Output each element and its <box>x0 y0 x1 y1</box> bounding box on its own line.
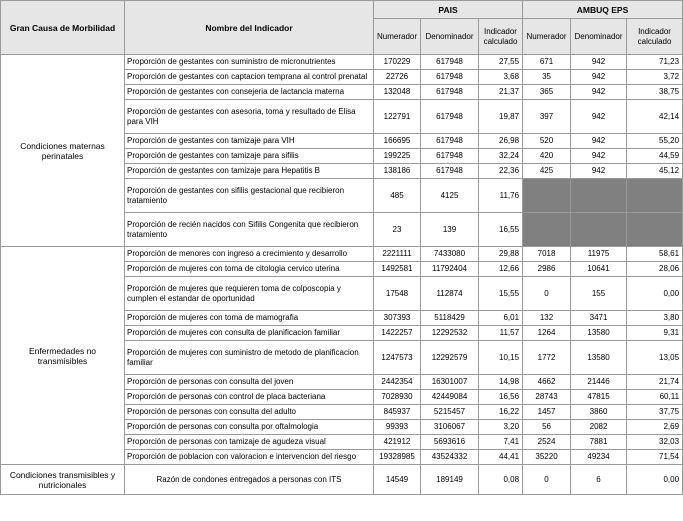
ambuq-numerador-cell: 35 <box>523 70 571 85</box>
ambuq-numerador-cell: 1457 <box>523 405 571 420</box>
ambuq-numerador-cell: 671 <box>523 55 571 70</box>
ambuq-denominador-cell: 6 <box>571 465 627 495</box>
ambuq-denominador-cell: 942 <box>571 164 627 179</box>
pais-calculado-cell: 7,41 <box>479 435 523 450</box>
pais-denominador-cell: 617948 <box>421 164 479 179</box>
pais-denominador-cell: 617948 <box>421 134 479 149</box>
pais-denominador-cell: 617948 <box>421 55 479 70</box>
pais-denominador-cell: 12292579 <box>421 341 479 375</box>
indicator-name-cell: Proporción de mujeres con suministro de metodo de planificacion familiar <box>125 341 374 375</box>
ambuq-calculado-cell <box>627 213 683 247</box>
indicator-name-cell: Proporción de poblacion con valoracion e intervencion del riesgo <box>125 450 374 465</box>
pais-calculado-cell: 11,57 <box>479 326 523 341</box>
pais-numerador-cell: 845937 <box>374 405 421 420</box>
pais-calculado-cell: 32,24 <box>479 149 523 164</box>
ambuq-denominador-cell: 49234 <box>571 450 627 465</box>
header-ambuq-numerador: Numerador <box>523 19 571 55</box>
pais-calculado-cell: 12,66 <box>479 262 523 277</box>
pais-denominador-cell: 12292532 <box>421 326 479 341</box>
pais-numerador-cell: 307393 <box>374 311 421 326</box>
pais-calculado-cell: 11,76 <box>479 179 523 213</box>
ambuq-denominador-cell: 155 <box>571 277 627 311</box>
ambuq-numerador-cell <box>523 213 571 247</box>
pais-numerador-cell: 14549 <box>374 465 421 495</box>
ambuq-numerador-cell <box>523 179 571 213</box>
header-pais: PAIS <box>374 1 523 19</box>
pais-numerador-cell: 1492581 <box>374 262 421 277</box>
header-ambuq-denominador: Denominador <box>571 19 627 55</box>
ambuq-numerador-cell: 0 <box>523 277 571 311</box>
ambuq-denominador-cell: 7881 <box>571 435 627 450</box>
ambuq-calculado-cell: 71,23 <box>627 55 683 70</box>
indicator-name-cell: Proporción de personas con tamizaje de agudeza visual <box>125 435 374 450</box>
ambuq-numerador-cell: 56 <box>523 420 571 435</box>
pais-denominador-cell: 617948 <box>421 85 479 100</box>
indicator-name-cell: Proporción de gestantes con captacion temprana al control prenatal <box>125 70 374 85</box>
ambuq-calculado-cell: 3,80 <box>627 311 683 326</box>
ambuq-numerador-cell: 425 <box>523 164 571 179</box>
pais-calculado-cell: 19,87 <box>479 100 523 134</box>
pais-calculado-cell: 16,55 <box>479 213 523 247</box>
cause-cell: Condiciones transmisibles y nutricionales <box>1 465 125 495</box>
pais-denominador-cell: 139 <box>421 213 479 247</box>
pais-denominador-cell: 5693616 <box>421 435 479 450</box>
ambuq-calculado-cell: 37,75 <box>627 405 683 420</box>
ambuq-numerador-cell: 28743 <box>523 390 571 405</box>
table-row <box>1 55 683 70</box>
pais-numerador-cell: 132048 <box>374 85 421 100</box>
header-ambuq: AMBUQ EPS <box>523 1 683 19</box>
indicator-name-cell: Proporción de gestantes con tamizaje para VIH <box>125 134 374 149</box>
pais-numerador-cell: 485 <box>374 179 421 213</box>
pais-calculado-cell: 14,98 <box>479 375 523 390</box>
ambuq-calculado-cell: 3,72 <box>627 70 683 85</box>
ambuq-numerador-cell: 2986 <box>523 262 571 277</box>
pais-numerador-cell: 199225 <box>374 149 421 164</box>
pais-calculado-cell: 16,56 <box>479 390 523 405</box>
ambuq-calculado-cell: 45,12 <box>627 164 683 179</box>
pais-denominador-cell: 4125 <box>421 179 479 213</box>
ambuq-denominador-cell: 21446 <box>571 375 627 390</box>
pais-numerador-cell: 1422257 <box>374 326 421 341</box>
indicator-name-cell: Proporción de gestantes con tamizaje para Hepatitis B <box>125 164 374 179</box>
ambuq-numerador-cell: 397 <box>523 100 571 134</box>
indicator-name-cell: Proporción de gestantes con consejeria de lactancia materna <box>125 85 374 100</box>
pais-calculado-cell: 15,55 <box>479 277 523 311</box>
ambuq-numerador-cell: 520 <box>523 134 571 149</box>
header-cause: Gran Causa de Morbilidad <box>1 1 125 55</box>
header-pais-denominador: Denominador <box>421 19 479 55</box>
ambuq-calculado-cell: 38,75 <box>627 85 683 100</box>
pais-denominador-cell: 3106067 <box>421 420 479 435</box>
table-body <box>1 55 683 495</box>
ambuq-denominador-cell: 13580 <box>571 341 627 375</box>
indicator-name-cell: Proporción de menores con ingreso a crecimiento y desarrollo <box>125 247 374 262</box>
cause-cell: Enfermedades no transmisibles <box>1 247 125 465</box>
header-ambuq-calculado: Indicador calculado <box>627 19 683 55</box>
header-pais-calculado: Indicador calculado <box>479 19 523 55</box>
ambuq-numerador-cell: 35220 <box>523 450 571 465</box>
ambuq-denominador-cell: 47815 <box>571 390 627 405</box>
pais-calculado-cell: 0,08 <box>479 465 523 495</box>
ambuq-calculado-cell: 9,31 <box>627 326 683 341</box>
pais-numerador-cell: 7028930 <box>374 390 421 405</box>
ambuq-calculado-cell: 55,20 <box>627 134 683 149</box>
table-row <box>1 465 683 495</box>
ambuq-calculado-cell: 2,69 <box>627 420 683 435</box>
ambuq-numerador-cell: 4662 <box>523 375 571 390</box>
ambuq-numerador-cell: 365 <box>523 85 571 100</box>
pais-denominador-cell: 11792404 <box>421 262 479 277</box>
header-indicator: Nombre del Indicador <box>125 1 374 55</box>
pais-numerador-cell: 19328985 <box>374 450 421 465</box>
pais-denominador-cell: 5215457 <box>421 405 479 420</box>
pais-numerador-cell: 170229 <box>374 55 421 70</box>
ambuq-numerador-cell: 132 <box>523 311 571 326</box>
ambuq-calculado-cell: 0,00 <box>627 465 683 495</box>
pais-numerador-cell: 17548 <box>374 277 421 311</box>
ambuq-calculado-cell: 71,54 <box>627 450 683 465</box>
pais-calculado-cell: 3,68 <box>479 70 523 85</box>
pais-denominador-cell: 16301007 <box>421 375 479 390</box>
ambuq-calculado-cell: 44,59 <box>627 149 683 164</box>
ambuq-calculado-cell: 32,03 <box>627 435 683 450</box>
pais-denominador-cell: 112874 <box>421 277 479 311</box>
table-row <box>1 247 683 262</box>
ambuq-calculado-cell: 28,06 <box>627 262 683 277</box>
ambuq-numerador-cell: 1264 <box>523 326 571 341</box>
pais-calculado-cell: 16,22 <box>479 405 523 420</box>
pais-denominador-cell: 189149 <box>421 465 479 495</box>
ambuq-calculado-cell: 42,14 <box>627 100 683 134</box>
pais-calculado-cell: 6,01 <box>479 311 523 326</box>
ambuq-calculado-cell: 58,61 <box>627 247 683 262</box>
pais-numerador-cell: 166695 <box>374 134 421 149</box>
pais-calculado-cell: 3,20 <box>479 420 523 435</box>
pais-calculado-cell: 27,55 <box>479 55 523 70</box>
ambuq-denominador-cell <box>571 179 627 213</box>
indicator-name-cell: Razón de condones entregados a personas con ITS <box>125 465 374 495</box>
ambuq-denominador-cell: 942 <box>571 100 627 134</box>
pais-denominador-cell: 5118429 <box>421 311 479 326</box>
pais-denominador-cell: 7433080 <box>421 247 479 262</box>
ambuq-denominador-cell: 942 <box>571 85 627 100</box>
indicator-name-cell: Proporción de mujeres con toma de citologia cervico uterina <box>125 262 374 277</box>
ambuq-denominador-cell: 942 <box>571 149 627 164</box>
pais-calculado-cell: 21,37 <box>479 85 523 100</box>
pais-calculado-cell: 26,98 <box>479 134 523 149</box>
ambuq-calculado-cell: 60,11 <box>627 390 683 405</box>
ambuq-numerador-cell: 2524 <box>523 435 571 450</box>
pais-numerador-cell: 2221111 <box>374 247 421 262</box>
ambuq-numerador-cell: 7018 <box>523 247 571 262</box>
ambuq-denominador-cell: 13580 <box>571 326 627 341</box>
ambuq-denominador-cell: 2082 <box>571 420 627 435</box>
pais-numerador-cell: 22726 <box>374 70 421 85</box>
ambuq-denominador-cell: 942 <box>571 134 627 149</box>
pais-denominador-cell: 617948 <box>421 100 479 134</box>
ambuq-denominador-cell <box>571 213 627 247</box>
indicator-name-cell: Proporción de personas con consulta del joven <box>125 375 374 390</box>
pais-calculado-cell: 44,41 <box>479 450 523 465</box>
indicator-name-cell: Proporción de gestantes con asesoria, toma y resultado de Elisa para VIH <box>125 100 374 134</box>
ambuq-denominador-cell: 942 <box>571 55 627 70</box>
indicator-name-cell: Proporción de personas con consulta por oftalmologia <box>125 420 374 435</box>
ambuq-denominador-cell: 10641 <box>571 262 627 277</box>
ambuq-calculado-cell: 21,74 <box>627 375 683 390</box>
pais-numerador-cell: 99393 <box>374 420 421 435</box>
indicator-name-cell: Proporción de mujeres con consulta de planificacion familiar <box>125 326 374 341</box>
ambuq-calculado-cell: 13,05 <box>627 341 683 375</box>
ambuq-numerador-cell: 0 <box>523 465 571 495</box>
pais-numerador-cell: 23 <box>374 213 421 247</box>
pais-calculado-cell: 22,36 <box>479 164 523 179</box>
ambuq-calculado-cell <box>627 179 683 213</box>
pais-numerador-cell: 1247573 <box>374 341 421 375</box>
ambuq-numerador-cell: 1772 <box>523 341 571 375</box>
header-pais-numerador: Numerador <box>374 19 421 55</box>
ambuq-denominador-cell: 11975 <box>571 247 627 262</box>
indicator-name-cell: Proporción de mujeres con toma de mamografia <box>125 311 374 326</box>
pais-denominador-cell: 617948 <box>421 70 479 85</box>
pais-numerador-cell: 421912 <box>374 435 421 450</box>
indicator-name-cell: Proporción de gestantes con sifilis gestacional que recibieron tratamiento <box>125 179 374 213</box>
ambuq-numerador-cell: 420 <box>523 149 571 164</box>
ambuq-denominador-cell: 3860 <box>571 405 627 420</box>
indicator-name-cell: Proporción de personas con control de placa bacteriana <box>125 390 374 405</box>
ambuq-calculado-cell: 0,00 <box>627 277 683 311</box>
cause-cell: Condiciones maternas perinatales <box>1 55 125 247</box>
indicator-name-cell: Proporción de recién nacidos con Sifilis Congenita que recibieron tratamiento <box>125 213 374 247</box>
indicator-name-cell: Proporción de personas con consulta del adulto <box>125 405 374 420</box>
pais-denominador-cell: 43524332 <box>421 450 479 465</box>
ambuq-denominador-cell: 3471 <box>571 311 627 326</box>
pais-denominador-cell: 617948 <box>421 149 479 164</box>
pais-calculado-cell: 29,88 <box>479 247 523 262</box>
indicator-name-cell: Proporción de gestantes con suministro de micronutrientes <box>125 55 374 70</box>
pais-numerador-cell: 2442354 <box>374 375 421 390</box>
pais-denominador-cell: 42449084 <box>421 390 479 405</box>
pais-calculado-cell: 10,15 <box>479 341 523 375</box>
pais-numerador-cell: 138186 <box>374 164 421 179</box>
ambuq-denominador-cell: 942 <box>571 70 627 85</box>
indicator-name-cell: Proporción de mujeres que requieren toma de colposcopia y cumplen el estandar de oportunidad <box>125 277 374 311</box>
indicator-name-cell: Proporción de gestantes con tamizaje para sifilis <box>125 149 374 164</box>
pais-numerador-cell: 122791 <box>374 100 421 134</box>
